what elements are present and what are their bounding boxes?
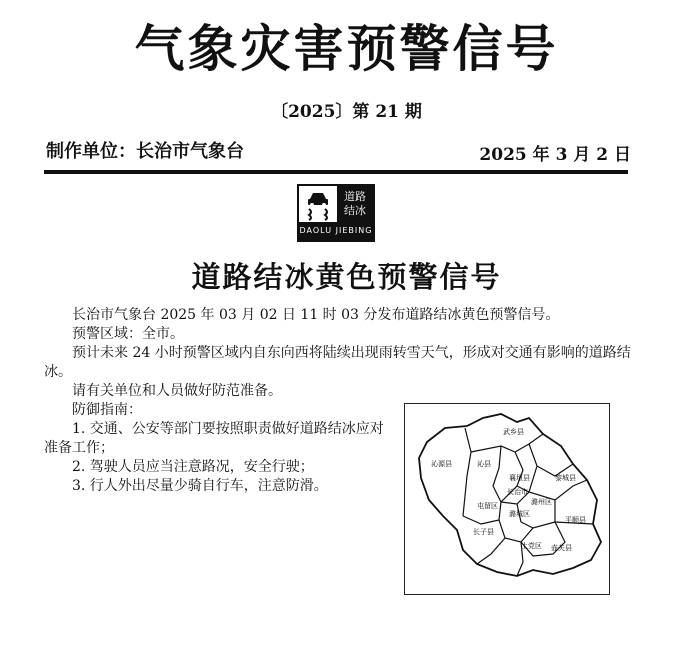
sign-label-line: 结冰: [344, 204, 366, 217]
forecast-paragraph: 预计未来 24 小时预警区域内自东向西将陆续出现雨转雪天气，形成对交通有影响的道路结冰。: [44, 345, 631, 380]
map-label: 黎城县: [555, 474, 576, 482]
warning-headline: 道路结冰黄色预警信号: [191, 260, 502, 294]
map-label: 沁源县: [431, 460, 452, 468]
header-divider: [44, 170, 628, 174]
map-label: 武乡县: [503, 428, 524, 436]
sign-label-line: 道路: [344, 190, 366, 203]
road-icing-icon: [299, 186, 337, 222]
map-label: 屯留区: [477, 502, 498, 510]
region-map: [404, 403, 610, 595]
map-label: 壶关县: [551, 544, 572, 552]
advice-paragraph: 请有关单位和人员做好防范准备。: [72, 383, 282, 399]
guide-item: 1. 交通、公安等部门要按照职责做好道路结冰应对准备工作；: [44, 421, 384, 456]
sign-pinyin: DAOLU JIEBING: [299, 222, 373, 240]
area-paragraph: 预警区域：全市。: [72, 326, 184, 342]
warning-sign: [297, 184, 375, 242]
map-label: 襄垣县: [509, 474, 530, 482]
map-label: 长子县: [473, 528, 494, 536]
guide-item: 3. 行人外出尽量少骑自行车，注意防滑。: [72, 478, 328, 494]
guide-title: 防御指南：: [72, 402, 142, 418]
producer-line: 制作单位：长治市气象台: [46, 141, 244, 162]
map-label: 平顺县: [565, 516, 586, 524]
map-label: 潞城区: [509, 510, 530, 518]
map-label: 沁县: [477, 460, 491, 468]
intro-paragraph: 长治市气象台 2025 年 03 月 02 日 11 时 03 分发布道路结冰黄色预警信号。: [72, 307, 560, 323]
map-label: 长治市: [507, 488, 528, 496]
issue-number: 〔2025〕第 21 期: [271, 102, 422, 122]
issue-date: 2025 年 3 月 2 日: [479, 145, 631, 165]
sign-label: [337, 186, 373, 222]
guide-item: 2. 驾驶人员应当注意路况，安全行驶；: [72, 459, 314, 475]
document-title: 气象灾害预警信号: [134, 20, 559, 78]
map-label: 潞州区: [531, 498, 552, 506]
map-label: 上党区: [521, 542, 542, 550]
